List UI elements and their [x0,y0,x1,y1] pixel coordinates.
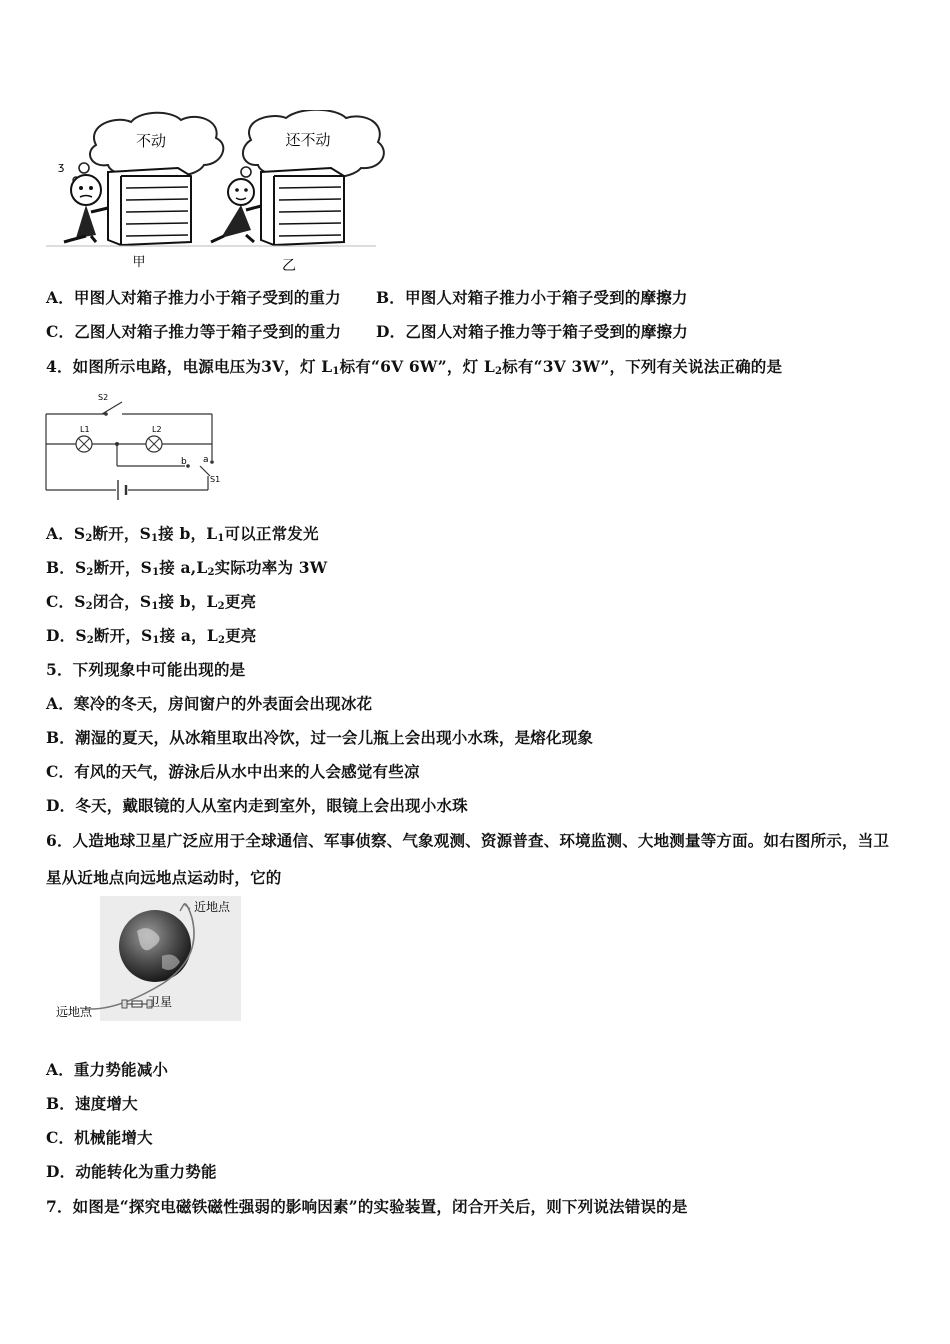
q3-option-a: A．甲图人对箱子推力小于箱子受到的重力 [46,288,341,307]
label-s2: S2 [98,393,109,402]
label-l1: L1 [80,425,90,434]
caption-right: 乙 [282,258,296,274]
q3-option-d: D．乙图人对箱子推力等于箱子受到的摩擦力 [376,322,688,341]
svg-text:ʒ: ʒ [58,160,65,173]
q6-option-a: A．重力势能减小 [46,1060,169,1079]
q6-option-b: B．速度增大 [46,1094,138,1113]
q6-option-c: C．机械能增大 [46,1128,153,1147]
q4-option-c: C．$S_2$闭合，$S_1$接 b，$L_2$更亮 [46,592,257,612]
satellite-label: 卫星 [148,995,173,1009]
circuit-diagram [40,388,240,508]
q3-option-c: C．乙图人对箱子推力等于箱子受到的重力 [46,322,342,341]
q5-option-c: C．有风的天气，游泳后从水中出来的人会感觉有些凉 [46,762,420,781]
caption-left: 甲 [132,255,146,270]
bubble-right-text: 还不动 [285,131,331,149]
label-s1: S1 [210,475,221,484]
q7-stem: 7．如图是“探究电磁铁磁性强弱的影响因素”的实验装置，闭合开关后，则下列说法错误的是 [46,1197,688,1216]
q4-stem: 4．如图所示电路，电源电压为3V，灯 $L_1$标有“6V 6W”，灯 $L_2$标有“3V 3W”，下列有关说法正确的是 [46,357,783,377]
q3-option-b: B．甲图人对箱子推力小于箱子受到的摩擦力 [376,288,688,307]
lamp-l1-icon [76,436,92,452]
q5-option-b: B．潮湿的夏天，从冰箱里取出冷饮，过一会儿瓶上会出现小水珠，是熔化现象 [46,728,594,747]
q4-option-a: A．$S_2$断开，$S_1$接 b，$L_1$可以正常发光 [46,524,319,544]
satellite-orbit-figure [52,896,242,1022]
q5-option-a: A．寒冷的冬天，房间窗户的外表面会出现冰花 [46,694,373,713]
q6-option-d: D．动能转化为重力势能 [46,1162,217,1181]
bubble-left-text: 不动 [135,132,167,150]
lamp-l2-icon [146,436,162,452]
q6-stem-line2: 星从近地点向远地点运动时，它的 [46,868,282,887]
label-l2: L2 [152,425,162,434]
label-b: b [181,457,187,467]
near-point-label: 近地点 [194,900,231,914]
q4-option-b: B．$S_2$断开，$S_1$接 $a,L_2$实际功率为 3W [46,558,328,578]
q5-stem: 5．下列现象中可能出现的是 [46,660,246,679]
earth-icon [119,910,191,982]
q4-option-d: D．$S_2$断开，$S_1$接 a，$L_2$更亮 [46,626,257,646]
person-right-icon [211,179,261,242]
q5-option-d: D．冬天，戴眼镜的人从室内走到室外，眼镜上会出现小水珠 [46,796,468,815]
box-right-icon [261,168,344,245]
push-box-figure [46,110,396,275]
label-a: a [203,455,209,465]
far-point-label: 远地点 [56,1005,93,1019]
q6-stem-line1: 6．人造地球卫星广泛应用于全球通信、军事侦察、气象观测、资源普查、环境监测、大地测量等方面。如右图所示，当卫 [46,831,890,850]
box-left-icon [108,168,191,245]
